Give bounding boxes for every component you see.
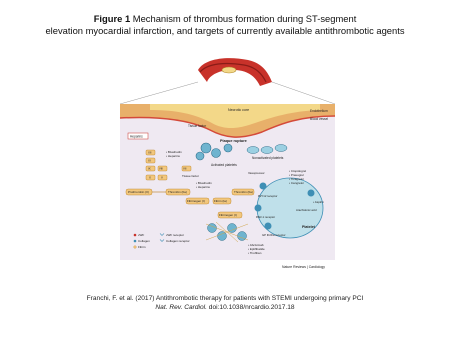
factor-x: X xyxy=(149,175,151,180)
gp-receptor-node xyxy=(265,223,272,230)
heparins-drug: • Heparins xyxy=(166,154,180,158)
bivalirudin-drug: • Bivalirudin xyxy=(166,150,182,154)
tissue-factor-small-label: Tissue factor xyxy=(182,174,200,178)
journal-credit: Nature Reviews | Cardiology xyxy=(282,265,325,269)
bivalirudin-drug-2: • Bivalirudin xyxy=(196,181,212,185)
factor-xii: XII xyxy=(148,150,152,155)
tirofiban-drug: • Tirofiban xyxy=(248,251,262,255)
zoom-line-right xyxy=(272,82,335,104)
factor-xi: XI xyxy=(148,158,151,163)
factor-vii: VII xyxy=(183,166,187,171)
prothrombin-label: Prothrombin (II) xyxy=(128,190,149,195)
factor-ix: IX xyxy=(148,166,151,171)
eptifibatide-drug: • Eptifibatide xyxy=(248,247,265,251)
factor-viii: VIII xyxy=(159,167,163,171)
fibrin-label: Fibrin (Ia) xyxy=(214,199,227,204)
clopidogrel-drug: • Clopidogrel xyxy=(289,169,307,173)
nonactivated-platelets-label: Nonactivated platelets xyxy=(252,156,284,160)
heparins-label: Heparins xyxy=(130,134,143,139)
citation-doi: doi:10.1038/nrcardio.2017.18 xyxy=(208,303,295,311)
legend-vwf: vWF xyxy=(138,233,145,238)
cangrelor-drug: • Cangrelor xyxy=(289,181,305,185)
arachidonic-acid-label: Arachidonic acid xyxy=(296,208,317,212)
vasopressor-label: Vasopressor xyxy=(248,171,265,175)
legend-vwf-receptor: vWF receptor xyxy=(166,233,185,238)
zoom-line-left xyxy=(120,82,198,104)
blood-vessel-label: Blood vessel xyxy=(310,117,329,121)
factor-v: V xyxy=(161,175,163,180)
aspirin-drug: • Aspirin xyxy=(313,200,324,204)
p2y12-receptor-node xyxy=(260,183,267,190)
cox1-node xyxy=(308,190,315,197)
fibrinogen-label: Fibrinogen (I) xyxy=(187,199,205,204)
citation xyxy=(0,295,450,312)
thrombin-right-label: Thrombin (IIa) xyxy=(234,190,253,195)
p2y12-receptor-label: P2Y12 receptor xyxy=(258,194,278,198)
gp-receptor-label: GP IIb/IIIa receptor xyxy=(262,233,286,237)
legend-collagen: Collagen xyxy=(138,239,150,244)
thrombin-label: Thrombin (IIa) xyxy=(168,190,187,195)
par1-receptor-node xyxy=(255,205,262,212)
tissue-factor-label: Tissue factor xyxy=(188,124,207,128)
citation-line1: Franchi, F. et al. (2017) Antithrombotic therapy for patients with STEMI undergoing primary PCI xyxy=(86,295,364,302)
legend-fibrin: Fibrin xyxy=(138,245,146,250)
plaque-rupture-label: Plaque rupture xyxy=(220,139,247,143)
necrotic-core-label: Necrotic core xyxy=(228,108,250,112)
prasugrel-drug: • Prasugrel xyxy=(289,173,304,177)
fibrinogen-2-label: Fibrinogen (I) xyxy=(219,213,237,218)
activated-platelets-label: Activated platelets xyxy=(211,163,237,167)
ticagrelor-drug: • Ticagrelor xyxy=(289,177,305,181)
blood-vessel-icon xyxy=(198,58,272,86)
figure-label: Figure 1 xyxy=(93,13,131,24)
figure-title-line2: elevation myocardial infarction, and targets of currently available antithrombotic agents xyxy=(45,24,405,36)
abciximab-drug: • Abciximab xyxy=(248,243,264,247)
endothelium-label: Endothelium xyxy=(310,109,328,113)
par1-receptor-label: PAR-1 receptor xyxy=(256,215,276,219)
legend-collagen-receptor: Collagen receptor xyxy=(166,239,190,244)
platelet-label: Platelet xyxy=(302,225,315,229)
figure-title-line1: Mechanism of thrombus formation during ST-segment xyxy=(132,13,357,24)
citation-journal: Nat. Rev. Cardiol. xyxy=(155,303,207,311)
heparins-drug-2: • Heparins xyxy=(196,185,210,189)
